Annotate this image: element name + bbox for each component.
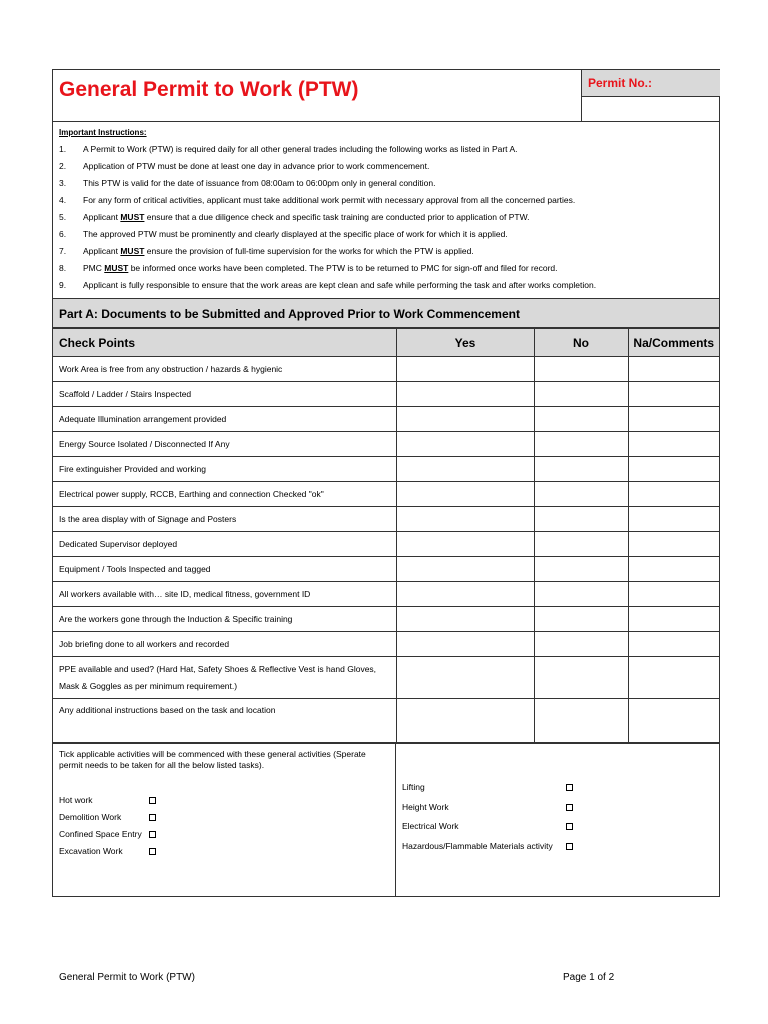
- instruction-item: [53, 209, 719, 226]
- check-point-label: Work Area is free from any obstruction / hazards & hygienic: [53, 357, 396, 382]
- cell-na-comments[interactable]: [628, 557, 719, 582]
- instruction-text-part: A Permit to Work (PTW) is required daily for all other general trades including the following works as listed in Part A.: [83, 144, 518, 154]
- cell-na-comments[interactable]: [628, 407, 719, 432]
- cell-na-comments[interactable]: [628, 607, 719, 632]
- check-point-label: Energy Source Isolated / Disconnected If Any: [53, 432, 396, 457]
- cell-yes[interactable]: [396, 407, 534, 432]
- activity-label: Height Work: [402, 802, 449, 812]
- activity-label: Lifting: [402, 782, 425, 792]
- table-row: [53, 357, 719, 382]
- cell-no[interactable]: [534, 432, 628, 457]
- table-row: [53, 607, 719, 632]
- cell-no[interactable]: [534, 482, 628, 507]
- activity-label: Demolition Work: [59, 812, 122, 822]
- cell-yes[interactable]: [396, 657, 534, 699]
- activity-checkbox[interactable]: [149, 797, 156, 804]
- cell-no[interactable]: [534, 382, 628, 407]
- cell-yes[interactable]: [396, 557, 534, 582]
- table-row: [53, 657, 719, 699]
- instruction-text-part: ensure the provision of full-time supervision for the works for which the PTW is applied.: [144, 246, 474, 256]
- cell-na-comments[interactable]: [628, 382, 719, 407]
- cell-no[interactable]: [534, 657, 628, 699]
- check-point-label: PPE available and used? (Hard Hat, Safety Shoes & Reflective Vest is hand Gloves, Mask & Goggles as per minimum requirement.): [53, 657, 396, 699]
- instruction-emphasis: MUST: [104, 263, 129, 273]
- applicable-activities-section: [53, 742, 719, 897]
- table-row: [53, 407, 719, 432]
- instruction-number: 1.: [59, 144, 67, 154]
- cell-no[interactable]: [534, 582, 628, 607]
- footer-title: General Permit to Work (PTW): [59, 972, 195, 983]
- table-row: [53, 557, 719, 582]
- cell-na-comments[interactable]: [628, 482, 719, 507]
- instruction-text-part: PMC: [83, 263, 105, 273]
- cell-yes[interactable]: [396, 632, 534, 657]
- instruction-number: 3.: [59, 178, 67, 188]
- cell-no[interactable]: [534, 607, 628, 632]
- instruction-item: [53, 260, 719, 277]
- instruction-number: 5.: [59, 212, 67, 222]
- instruction-number: 9.: [59, 280, 67, 290]
- instruction-item: [53, 141, 719, 158]
- cell-na-comments[interactable]: [628, 457, 719, 482]
- instruction-number: 2.: [59, 161, 67, 171]
- table-row: [53, 632, 719, 657]
- check-point-label: Adequate Illumination arrangement provided: [53, 407, 396, 432]
- activity-label: Electrical Work: [402, 821, 459, 831]
- instruction-item: [53, 158, 719, 175]
- instruction-text: [83, 229, 508, 239]
- instruction-item: [53, 226, 719, 243]
- check-point-label: Equipment / Tools Inspected and tagged: [53, 557, 396, 582]
- instruction-item: [53, 192, 719, 209]
- cell-na-comments[interactable]: [628, 357, 719, 382]
- table-row: [53, 507, 719, 532]
- instruction-emphasis: MUST: [120, 212, 145, 222]
- table-row: [53, 699, 719, 744]
- instruction-number: 6.: [59, 229, 67, 239]
- activity-checkbox[interactable]: [566, 784, 573, 791]
- cell-na-comments[interactable]: [628, 582, 719, 607]
- cell-yes[interactable]: [396, 457, 534, 482]
- check-point-label: All workers available with… site ID, medical fitness, government ID: [53, 582, 396, 607]
- check-point-label: Scaffold / Ladder / Stairs Inspected: [53, 382, 396, 407]
- instruction-text-part: Applicant: [83, 212, 121, 222]
- cell-yes[interactable]: [396, 382, 534, 407]
- cell-na-comments[interactable]: [628, 632, 719, 657]
- instruction-text-part: This PTW is valid for the date of issuance from 08:00am to 06:00pm only in general condition.: [83, 178, 436, 188]
- cell-yes[interactable]: [396, 532, 534, 557]
- cell-yes[interactable]: [396, 432, 534, 457]
- check-points-table: [53, 328, 719, 744]
- check-point-label: Fire extinguisher Provided and working: [53, 457, 396, 482]
- instruction-text: [83, 144, 517, 154]
- activity-checkbox[interactable]: [566, 843, 573, 850]
- important-instructions: [53, 122, 719, 298]
- instruction-item: [53, 277, 719, 294]
- instruction-text-part: be informed once works have been completed. The PTW is to be returned to PMC for sign-off and filed for record.: [128, 263, 558, 273]
- cell-na-comments[interactable]: [628, 657, 719, 699]
- cell-no[interactable]: [534, 632, 628, 657]
- cell-no[interactable]: [534, 457, 628, 482]
- instruction-text-part: Applicant is fully responsible to ensure that the work areas are kept clean and safe while performing the task and after works completion.: [83, 280, 597, 290]
- check-point-label: Is the area display with of Signage and Posters: [53, 507, 396, 532]
- activity-checkbox[interactable]: [566, 823, 573, 830]
- column-header-check-points: Check Points: [53, 329, 396, 357]
- cell-no[interactable]: [534, 407, 628, 432]
- cell-na-comments[interactable]: [628, 699, 719, 744]
- activity-checkbox[interactable]: [149, 831, 156, 838]
- activity-label: Confined Space Entry: [59, 829, 142, 839]
- activity-label: Hazardous/Flammable Materials activity: [402, 841, 553, 851]
- activities-divider: [395, 743, 396, 897]
- permit-number-box: [581, 70, 720, 121]
- instructions-heading: Important Instructions:: [59, 128, 147, 137]
- instruction-text: [83, 178, 435, 188]
- instruction-number: 4.: [59, 195, 67, 205]
- check-point-label: Dedicated Supervisor deployed: [53, 532, 396, 557]
- instruction-item: [53, 243, 719, 260]
- table-header-row: [53, 329, 719, 357]
- table-row: [53, 532, 719, 557]
- footer-page-number: Page 1 of 2: [563, 972, 615, 983]
- cell-no[interactable]: [534, 507, 628, 532]
- cell-yes[interactable]: [396, 699, 534, 744]
- cell-yes[interactable]: [396, 607, 534, 632]
- cell-no[interactable]: [534, 532, 628, 557]
- table-row: [53, 457, 719, 482]
- instruction-text-part: ensure that a due diligence check and specific task training are conducted prior to application of PTW.: [144, 212, 530, 222]
- column-header-no: No: [534, 329, 628, 357]
- cell-na-comments[interactable]: [628, 432, 719, 457]
- cell-yes[interactable]: [396, 507, 534, 532]
- part-a-heading: Part A: Documents to be Submitted and Approved Prior to Work Commencement: [53, 298, 719, 328]
- instruction-number: 8.: [59, 263, 67, 273]
- instruction-text-part: For any form of critical activities, applicant must take additional work permit with necessary approval from all the concerned parties.: [83, 195, 576, 205]
- instruction-text: [83, 263, 558, 273]
- cell-no[interactable]: [534, 557, 628, 582]
- instruction-text: [83, 212, 530, 222]
- cell-yes[interactable]: [396, 582, 534, 607]
- instruction-text: [83, 246, 474, 256]
- cell-yes[interactable]: [396, 482, 534, 507]
- activities-intro: Tick applicable activities will be commenced with these general activities (Sperate permit needs to be taken for all the below listed tasks).: [59, 749, 366, 770]
- cell-no[interactable]: [534, 357, 628, 382]
- table-row: [53, 482, 719, 507]
- instruction-text: [83, 280, 596, 290]
- instruction-text: [83, 161, 429, 171]
- cell-no[interactable]: [534, 699, 628, 744]
- activity-checkbox[interactable]: [149, 848, 156, 855]
- instruction-text: [83, 195, 575, 205]
- table-row: [53, 582, 719, 607]
- form-title: General Permit to Work (PTW): [59, 78, 359, 101]
- instruction-emphasis: MUST: [120, 246, 145, 256]
- cell-yes[interactable]: [396, 357, 534, 382]
- table-row: [53, 432, 719, 457]
- instruction-text-part: The approved PTW must be prominently and clearly displayed at the specific place of work for which it is applied.: [83, 229, 508, 239]
- check-point-label: Any additional instructions based on the task and location: [53, 699, 396, 744]
- cell-na-comments[interactable]: [628, 532, 719, 557]
- activity-checkbox[interactable]: [149, 814, 156, 821]
- instruction-number: 7.: [59, 246, 67, 256]
- instruction-text-part: Applicant: [83, 246, 121, 256]
- permit-number-label: Permit No.:: [582, 70, 720, 97]
- cell-na-comments[interactable]: [628, 507, 719, 532]
- permit-form: [52, 69, 720, 897]
- form-header: [53, 70, 719, 122]
- instruction-item: [53, 175, 719, 192]
- check-point-label: Are the workers gone through the Induction & Specific training: [53, 607, 396, 632]
- check-point-label: Electrical power supply, RCCB, Earthing and connection Checked "ok": [53, 482, 396, 507]
- instruction-text-part: Application of PTW must be done at least one day in advance prior to work commencement.: [83, 161, 430, 171]
- column-header-yes: Yes: [396, 329, 534, 357]
- check-point-label: Job briefing done to all workers and recorded: [53, 632, 396, 657]
- table-row: [53, 382, 719, 407]
- activity-label: Excavation Work: [59, 846, 123, 856]
- column-header-na-comments: Na/Comments: [628, 329, 719, 357]
- activity-label: Hot work: [59, 795, 93, 805]
- activity-checkbox[interactable]: [566, 804, 573, 811]
